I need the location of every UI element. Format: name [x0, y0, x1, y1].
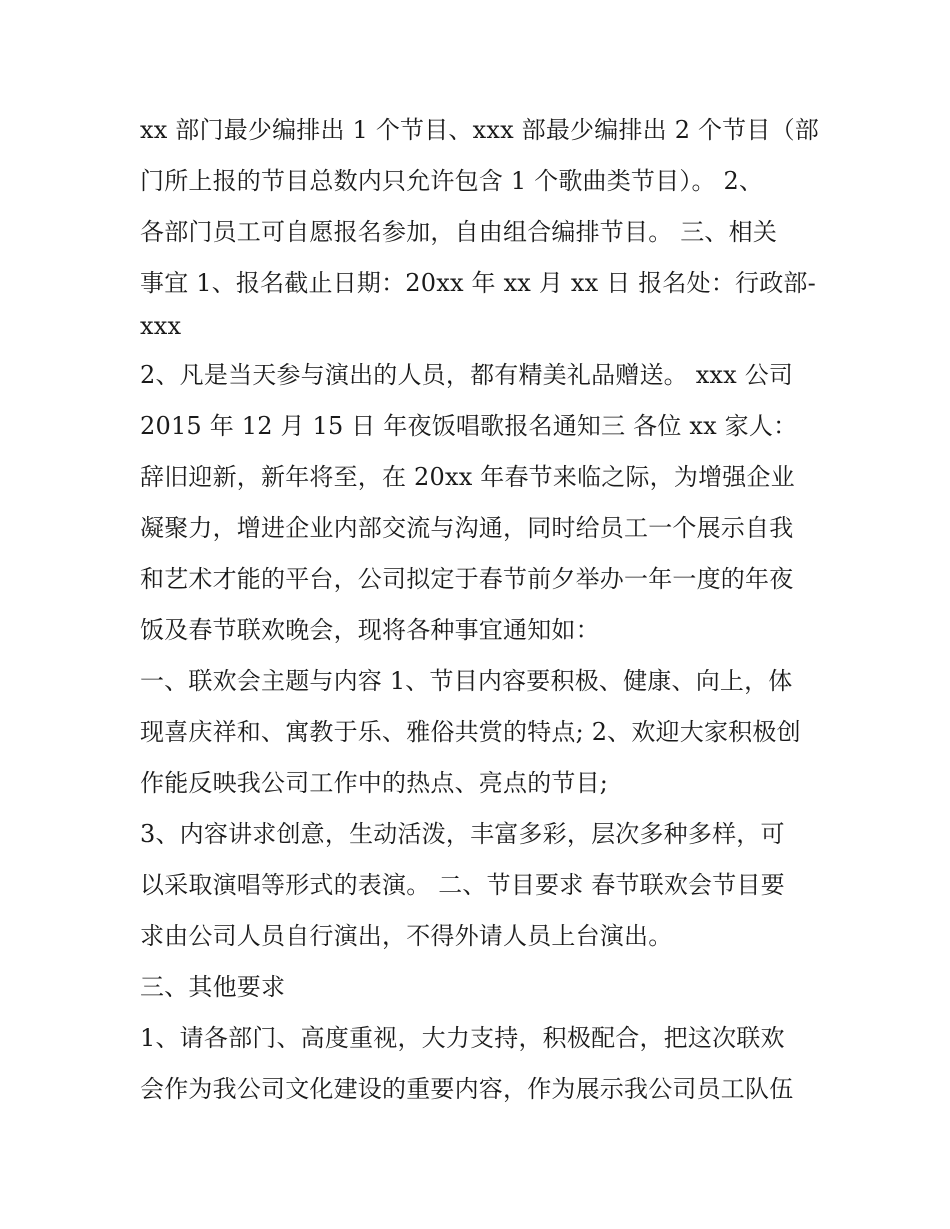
text-line: 1、请各部门、高度重视，大力支持，积极配合，把这次联欢: [140, 1024, 785, 1052]
text-line: 凝聚力，增进企业内部交流与沟通，同时给员工一个展示自我: [140, 514, 794, 542]
text-line: 各部门员工可自愿报名参加，自由组合编排节目。 三、相关: [140, 218, 778, 246]
text-line: 和艺术才能的平台，公司拟定于春节前夕举办一年一度的年夜: [140, 565, 794, 593]
text-line: xxx: [140, 312, 182, 340]
text-line: xx 部门最少编排出 1 个节目、xxx 部最少编排出 2 个节目（部: [140, 116, 819, 144]
text-line: 2015 年 12 月 15 日 年夜饭唱歌报名通知三 各位 xx 家人：: [140, 412, 798, 440]
text-line: 辞旧迎新，新年将至，在 20xx 年春节来临之际，为增强企业: [140, 463, 795, 491]
text-line: 门所上报的节目总数内只允许包含 1 个歌曲类节目）。 2、: [140, 167, 764, 195]
text-line: 一、联欢会主题与内容 1、节目内容要积极、健康、向上，体: [140, 667, 793, 695]
text-line: 现喜庆祥和、寓教于乐、雅俗共赏的特点; 2、欢迎大家积极创: [140, 718, 801, 746]
text-line: 以采取演唱等形式的表演。 二、节目要求 春节联欢会节目要: [140, 871, 785, 899]
text-line: 作能反映我公司工作中的热点、亮点的节目;: [140, 769, 609, 797]
text-line: 2、凡是当天参与演出的人员，都有精美礼品赠送。 xxx 公司: [140, 361, 794, 389]
text-line: 事宜 1、报名截止日期：20xx 年 xx 月 xx 日 报名处：行政部-: [140, 269, 816, 297]
text-line: 三、其他要求: [140, 973, 286, 1001]
text-line: 3、内容讲求创意，生动活泼，丰富多彩，层次多种多样，可: [140, 820, 785, 848]
text-line: 会作为我公司文化建设的重要内容，作为展示我公司员工队伍: [140, 1075, 794, 1103]
text-line: 求由公司人员自行演出，不得外请人员上台演出。: [140, 922, 673, 950]
text-line: 饭及春节联欢晚会，现将各种事宜通知如：: [140, 616, 600, 644]
